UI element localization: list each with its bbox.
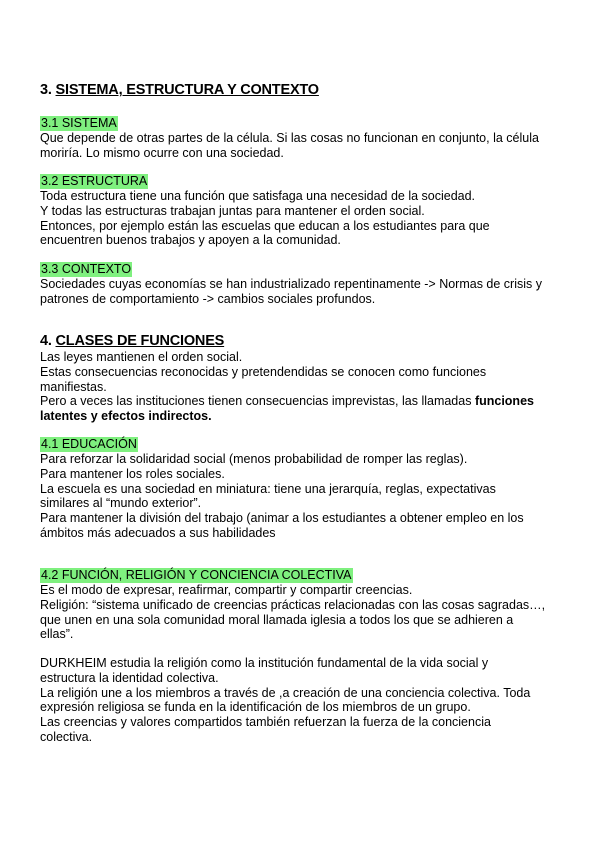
text-line: similares al “mundo exterior”.: [40, 496, 202, 511]
text-line: Para mantener los roles sociales.: [40, 466, 225, 481]
text-line: Las leyes mantienen el orden social.: [40, 350, 243, 364]
text-line: La escuela es una sociedad en miniatura: tiene una jerarquía, reglas, expectativas: [40, 481, 496, 496]
bold-term-continued: latentes y efectos indirectos.: [40, 409, 212, 424]
subsection-3-1-heading: 3.1 SISTEMA: [41, 116, 117, 130]
subsection-4-1-body: [40, 452, 570, 541]
text-line: Religión: “sistema unificado de creencias prácticas relacionadas con las cosas sagradas…,: [40, 597, 546, 612]
text-line: Para reforzar la solidaridad social (menos probabilidad de romper las reglas).: [40, 452, 468, 466]
subsection-3-2-body: [40, 189, 570, 248]
subsection-4-1-heading: 4.1 EDUCACIÓN: [41, 437, 137, 451]
section-3-number: 3.: [40, 82, 56, 98]
subsection-4-2-heading: 4.2 FUNCIÓN, RELIGIÓN Y CONCIENCIA COLECTIVA: [41, 568, 352, 582]
section-4-heading: [40, 333, 224, 349]
text-line: Y todas las estructuras trabajan juntas para mantener el orden social.: [40, 203, 425, 218]
text-line: expresión religiosa se funda en la identificación de los miembros de un grupo.: [40, 700, 471, 715]
text-line: DURKHEIM estudia la religión como la institución fundamental de la vida social y: [40, 656, 489, 670]
text-line: Sociedades cuyas economías se han industrializado repentinamente -> Normas de crisis y: [40, 277, 542, 291]
bold-term: funciones: [474, 394, 534, 409]
text-line: La religión une a los miembros a través de ,a creación de una conciencia colectiva. Toda: [40, 685, 531, 700]
section-3-heading: [40, 82, 319, 98]
subsection-3-2-heading: 3.2 ESTRUCTURA: [41, 174, 148, 188]
text-line: patrones de comportamiento -> cambios sociales profundos.: [40, 291, 376, 306]
text-line: Que depende de otras partes de la célula. Si las cosas no funcionan en conjunto, la célula: [40, 131, 539, 145]
text-line: estructura la identidad colectiva.: [40, 670, 219, 685]
text-line: manifiestas.: [40, 379, 107, 394]
text-line: Toda estructura tiene una función que satisfaga una necesidad de la sociedad.: [40, 189, 476, 203]
section-4-number: 4.: [40, 333, 56, 349]
text-line: encuentren buenos trabajos y apoyen a la comunidad.: [40, 233, 341, 248]
text-run: Pero a veces las instituciones tienen consecuencias imprevistas, las llamadas: [40, 394, 475, 409]
subsection-3-3-body: [40, 277, 570, 307]
text-line: Entonces, por ejemplo están las escuelas que educan a los estudiantes para que: [40, 218, 490, 233]
section-3-title: SISTEMA, ESTRUCTURA Y CONTEXTO: [55, 82, 319, 98]
text-line: moriría. Lo mismo ocurre con una sociedad.: [40, 145, 284, 160]
text-line: Las creencias y valores compartidos también refuerzan la fuerza de la conciencia: [40, 715, 491, 730]
text-line: que unen en una sola comunidad moral llamada iglesia a todos los que se adhieren a: [40, 612, 514, 627]
text-line: ellas”.: [40, 627, 74, 642]
section-4-title: CLASES DE FUNCIONES: [55, 333, 225, 349]
subsection-3-1-body: [40, 131, 570, 161]
text-line: Para mantener la división del trabajo (animar a los estudiantes a obtener empleo en los: [40, 511, 524, 526]
text-line: Es el modo de expresar, reafirmar, compartir y compartir creencias.: [40, 583, 413, 597]
subsection-3-3-heading: 3.3 CONTEXTO: [41, 262, 132, 276]
section-4-intro: [40, 350, 570, 424]
text-line: ámbitos más adecuados a sus habilidades: [40, 525, 276, 540]
text-line: colectiva.: [40, 729, 93, 744]
text-line: Estas consecuencias reconocidas y pretendendidas se conocen como funciones: [40, 364, 487, 379]
subsection-4-2-body-continued: [40, 656, 570, 745]
subsection-4-2-body: [40, 583, 570, 642]
text-line: [40, 394, 570, 409]
